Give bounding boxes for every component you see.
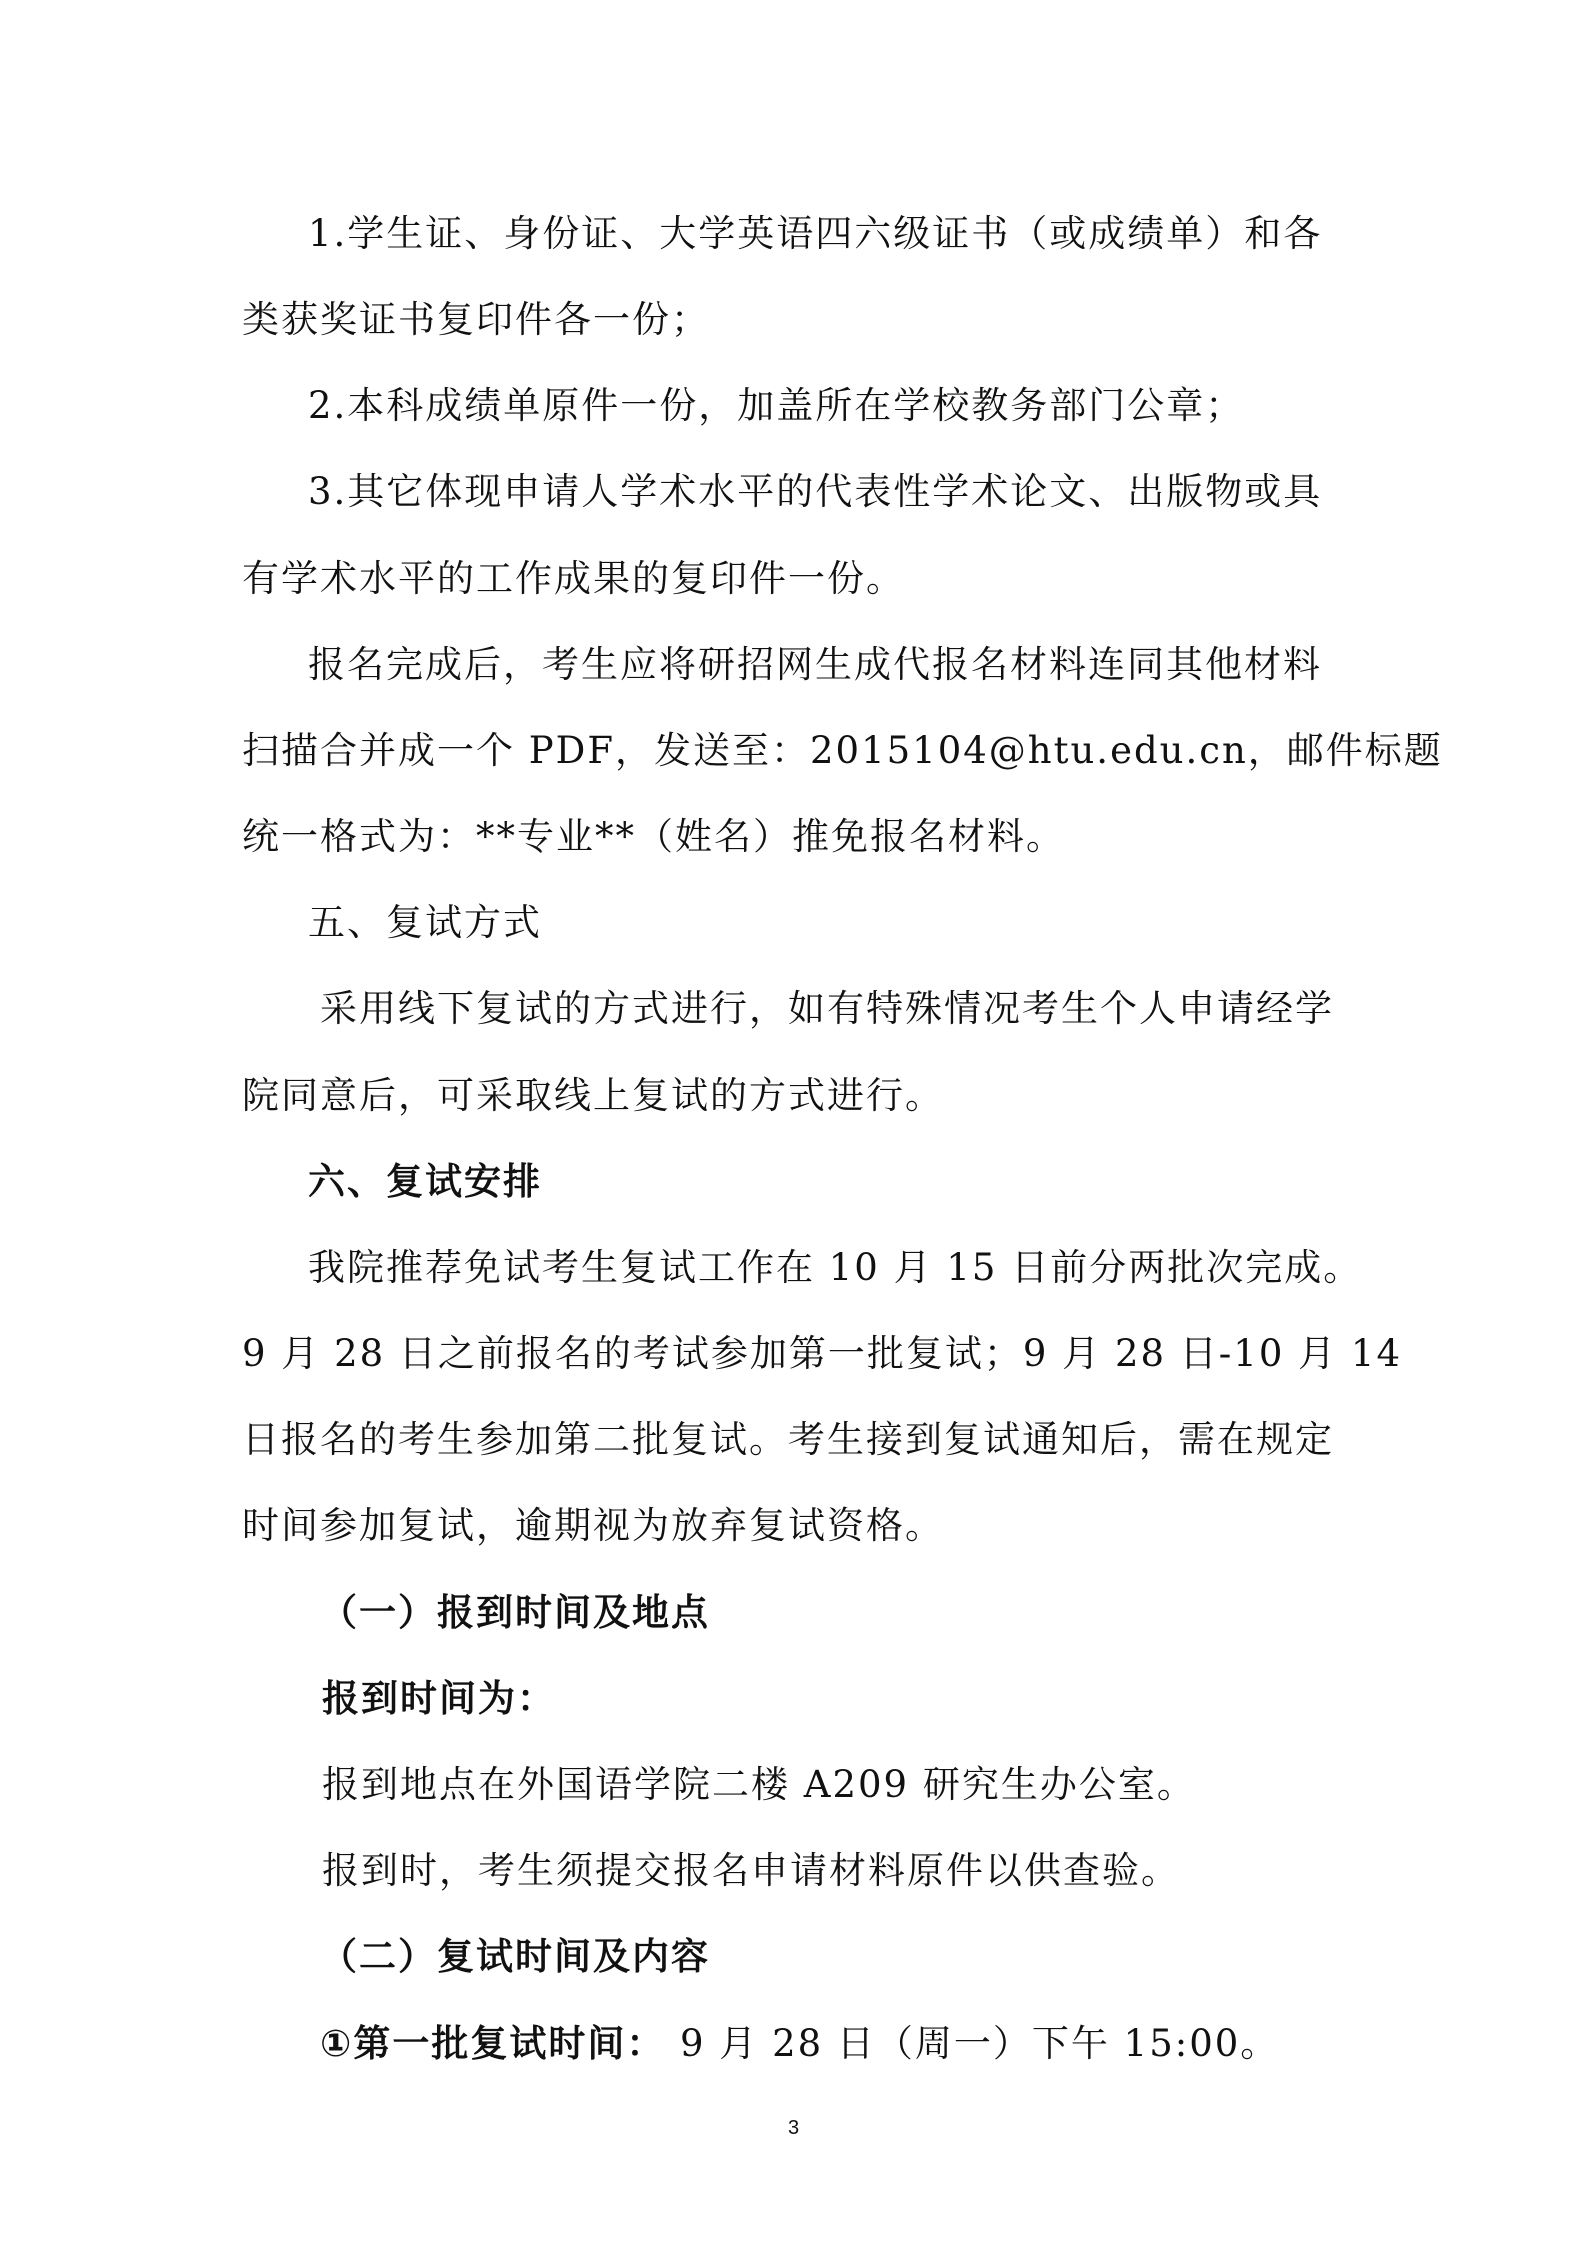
paragraph-line: 日报名的考生参加第二批复试。考生接到复试通知后，需在规定: [242, 1418, 1334, 1461]
paragraph-line: 1.学生证、身份证、大学英语四六级证书（或成绩单）和各: [308, 212, 1323, 255]
paragraph-line: 9 月 28 日之前报名的考试参加第一批复试；9 月 28 日-10 月 14: [242, 1332, 1402, 1375]
paragraph-line: 我院推荐免试考生复试工作在 10 月 15 日前分两批次完成。: [308, 1246, 1363, 1289]
paragraph-line: 报到时，考生须提交报名申请材料原件以供查验。: [322, 1849, 1180, 1892]
paragraph-line: 报到地点在外国语学院二楼 A209 研究生办公室。: [322, 1763, 1196, 1806]
paragraph-line: 类获奖证书复印件各一份；: [242, 298, 710, 341]
paragraph-line: 扫描合并成一个 PDF，发送至：2015104@htu.edu.cn，邮件标题: [242, 729, 1443, 772]
bold-label: ①第一批复试时间：: [320, 2022, 666, 2065]
page-number: 3: [787, 2117, 800, 2139]
section-heading: 五、复试方式: [308, 901, 542, 944]
paragraph-line: 2.本科成绩单原件一份，加盖所在学校教务部门公章；: [308, 384, 1245, 427]
paragraph-line: 统一格式为：**专业**（姓名）推免报名材料。: [242, 815, 1065, 858]
paragraph-line: 采用线下复试的方式进行，如有特殊情况考生个人申请经学: [320, 987, 1334, 1030]
paragraph-line: 有学术水平的工作成果的复印件一份。: [242, 557, 905, 600]
paragraph-line: 报名完成后，考生应将研招网生成代报名材料连同其他材料: [308, 643, 1322, 686]
paragraph-line: 时间参加复试，逾期视为放弃复试资格。: [242, 1504, 944, 1547]
subsection-heading: （二）复试时间及内容: [320, 1935, 710, 1978]
section-heading: 六、复试安排: [308, 1160, 542, 1203]
bold-label: 报到时间为：: [322, 1677, 556, 1720]
subsection-heading: （一）报到时间及地点: [320, 1591, 710, 1634]
paragraph-line: 院同意后，可采取线上复试的方式进行。: [242, 1074, 944, 1117]
paragraph-line: 3.其它体现申请人学术水平的代表性学术论文、出版物或具: [308, 470, 1323, 513]
paragraph-line: 9 月 28 日（周一）下午 15:00。: [680, 2022, 1280, 2065]
